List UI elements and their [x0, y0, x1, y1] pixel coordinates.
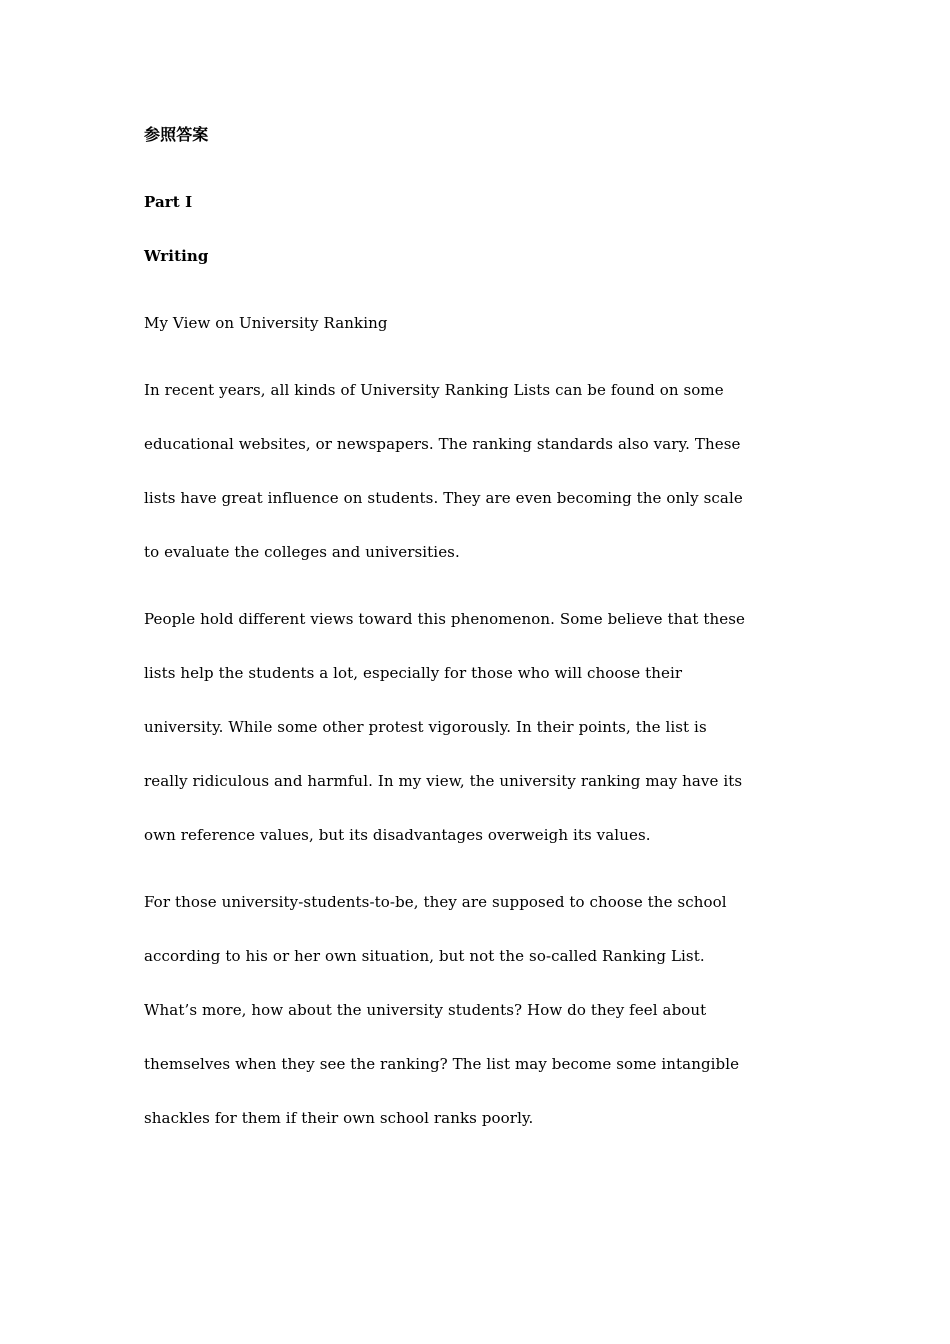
text-line: lists help the students a lot, especially for those who will choose their [144, 664, 683, 682]
section-label: Writing [144, 247, 209, 265]
answer-heading: 参照答案 [144, 125, 209, 144]
text-line: according to his or her own situation, but not the so-called Ranking List. [144, 947, 705, 965]
part-label: Part Ⅰ [144, 193, 193, 211]
text-line: In recent years, all kinds of University Ranking Lists can be found on some [144, 381, 724, 399]
paragraph-1 [144, 379, 824, 563]
text-line: lists have great influence on students. They are even becoming the only scale [144, 489, 743, 507]
text-line: People hold different views toward this phenomenon. Some believe that these [144, 610, 746, 628]
document-content [144, 124, 824, 1174]
text-line: really ridiculous and harmful. In my view, the university ranking may have its [144, 772, 743, 790]
paragraph-3 [144, 891, 824, 1129]
text-line: For those university-students-to-be, they are supposed to choose the school [144, 893, 727, 911]
text-line: own reference values, but its disadvantages overweigh its values. [144, 826, 651, 844]
text-line: What’s more, how about the university students? How do they feel about [144, 1001, 707, 1019]
text-line: themselves when they see the ranking? The list may become some intangible [144, 1055, 740, 1073]
text-line: to evaluate the colleges and universities. [144, 543, 460, 561]
text-line: shackles for them if their own school ranks poorly. [144, 1109, 534, 1127]
essay-title: My View on University Ranking [144, 314, 388, 332]
text-line: educational websites, or newspapers. The ranking standards also vary. These [144, 435, 741, 453]
paragraph-2 [144, 608, 824, 846]
text-line: university. While some other protest vigorously. In their points, the list is [144, 718, 707, 736]
